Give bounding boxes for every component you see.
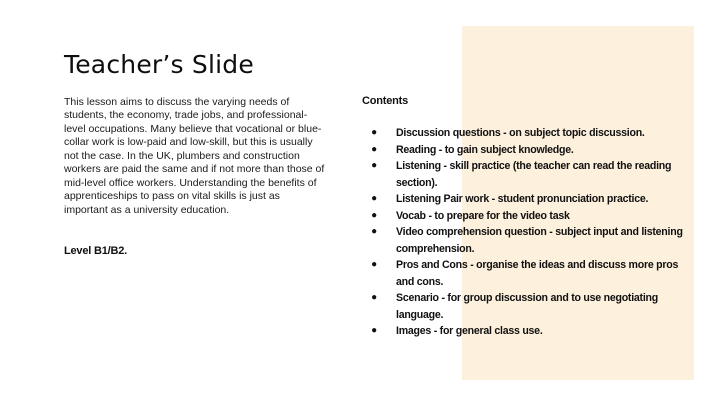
contents-heading: Contents [362, 95, 409, 107]
bullet-icon: ● [371, 259, 377, 270]
contents-item-text: Vocab - to prepare for the video task [396, 209, 570, 222]
contents-item [368, 323, 690, 340]
intro-paragraph: This lesson aims to discuss the varying needs of students, the economy, trade jobs, and professional-level occupations. Many believe that vocational or blue-collar work is low-paid and low-skill, but this is usually not the case. In the UK, plumbers and construction workers are paid the same and if not more than those of mid-level office workers. Understanding the benefits of apprenticeships to pass on vital skills is just as important as a university education. [64, 96, 325, 216]
contents-item [368, 142, 690, 159]
bullet-icon: ● [371, 226, 377, 237]
contents-item-text: Video comprehension question - subject input and listening comprehension. [396, 226, 683, 255]
bullet-icon: ● [371, 325, 377, 336]
bullet-icon: ● [371, 209, 377, 221]
contents-item-text: Listening - skill practice (the teacher can read the reading section). [396, 160, 672, 189]
contents-item-text: Reading - to gain subject knowledge. [396, 143, 574, 156]
contents-item-text: Scenario - for group discussion and to use negotiating language. [396, 292, 658, 321]
level-label: Level B1/B2. [64, 245, 128, 257]
bullet-icon: ● [371, 143, 377, 155]
contents-list [368, 125, 690, 340]
bullet-icon: ● [371, 127, 377, 138]
contents-item [368, 125, 690, 142]
contents-item [368, 257, 690, 290]
slide-title: Teacher’s Slide [64, 50, 254, 79]
contents-item-text: Listening Pair work - student pronunciation practice. [396, 193, 649, 205]
bullet-icon: ● [371, 292, 377, 303]
contents-item [368, 208, 690, 225]
contents-item-text: Images - for general class use. [396, 325, 543, 337]
contents-item-text: Discussion questions - on subject topic discussion. [396, 127, 645, 139]
contents-item [368, 290, 690, 323]
contents-item [368, 191, 690, 208]
contents-item-text: Pros and Cons - organise the ideas and discuss more pros and cons. [396, 259, 679, 288]
bullet-icon: ● [371, 160, 377, 171]
contents-item [368, 158, 690, 191]
bullet-icon: ● [371, 193, 377, 204]
contents-item [368, 224, 690, 257]
